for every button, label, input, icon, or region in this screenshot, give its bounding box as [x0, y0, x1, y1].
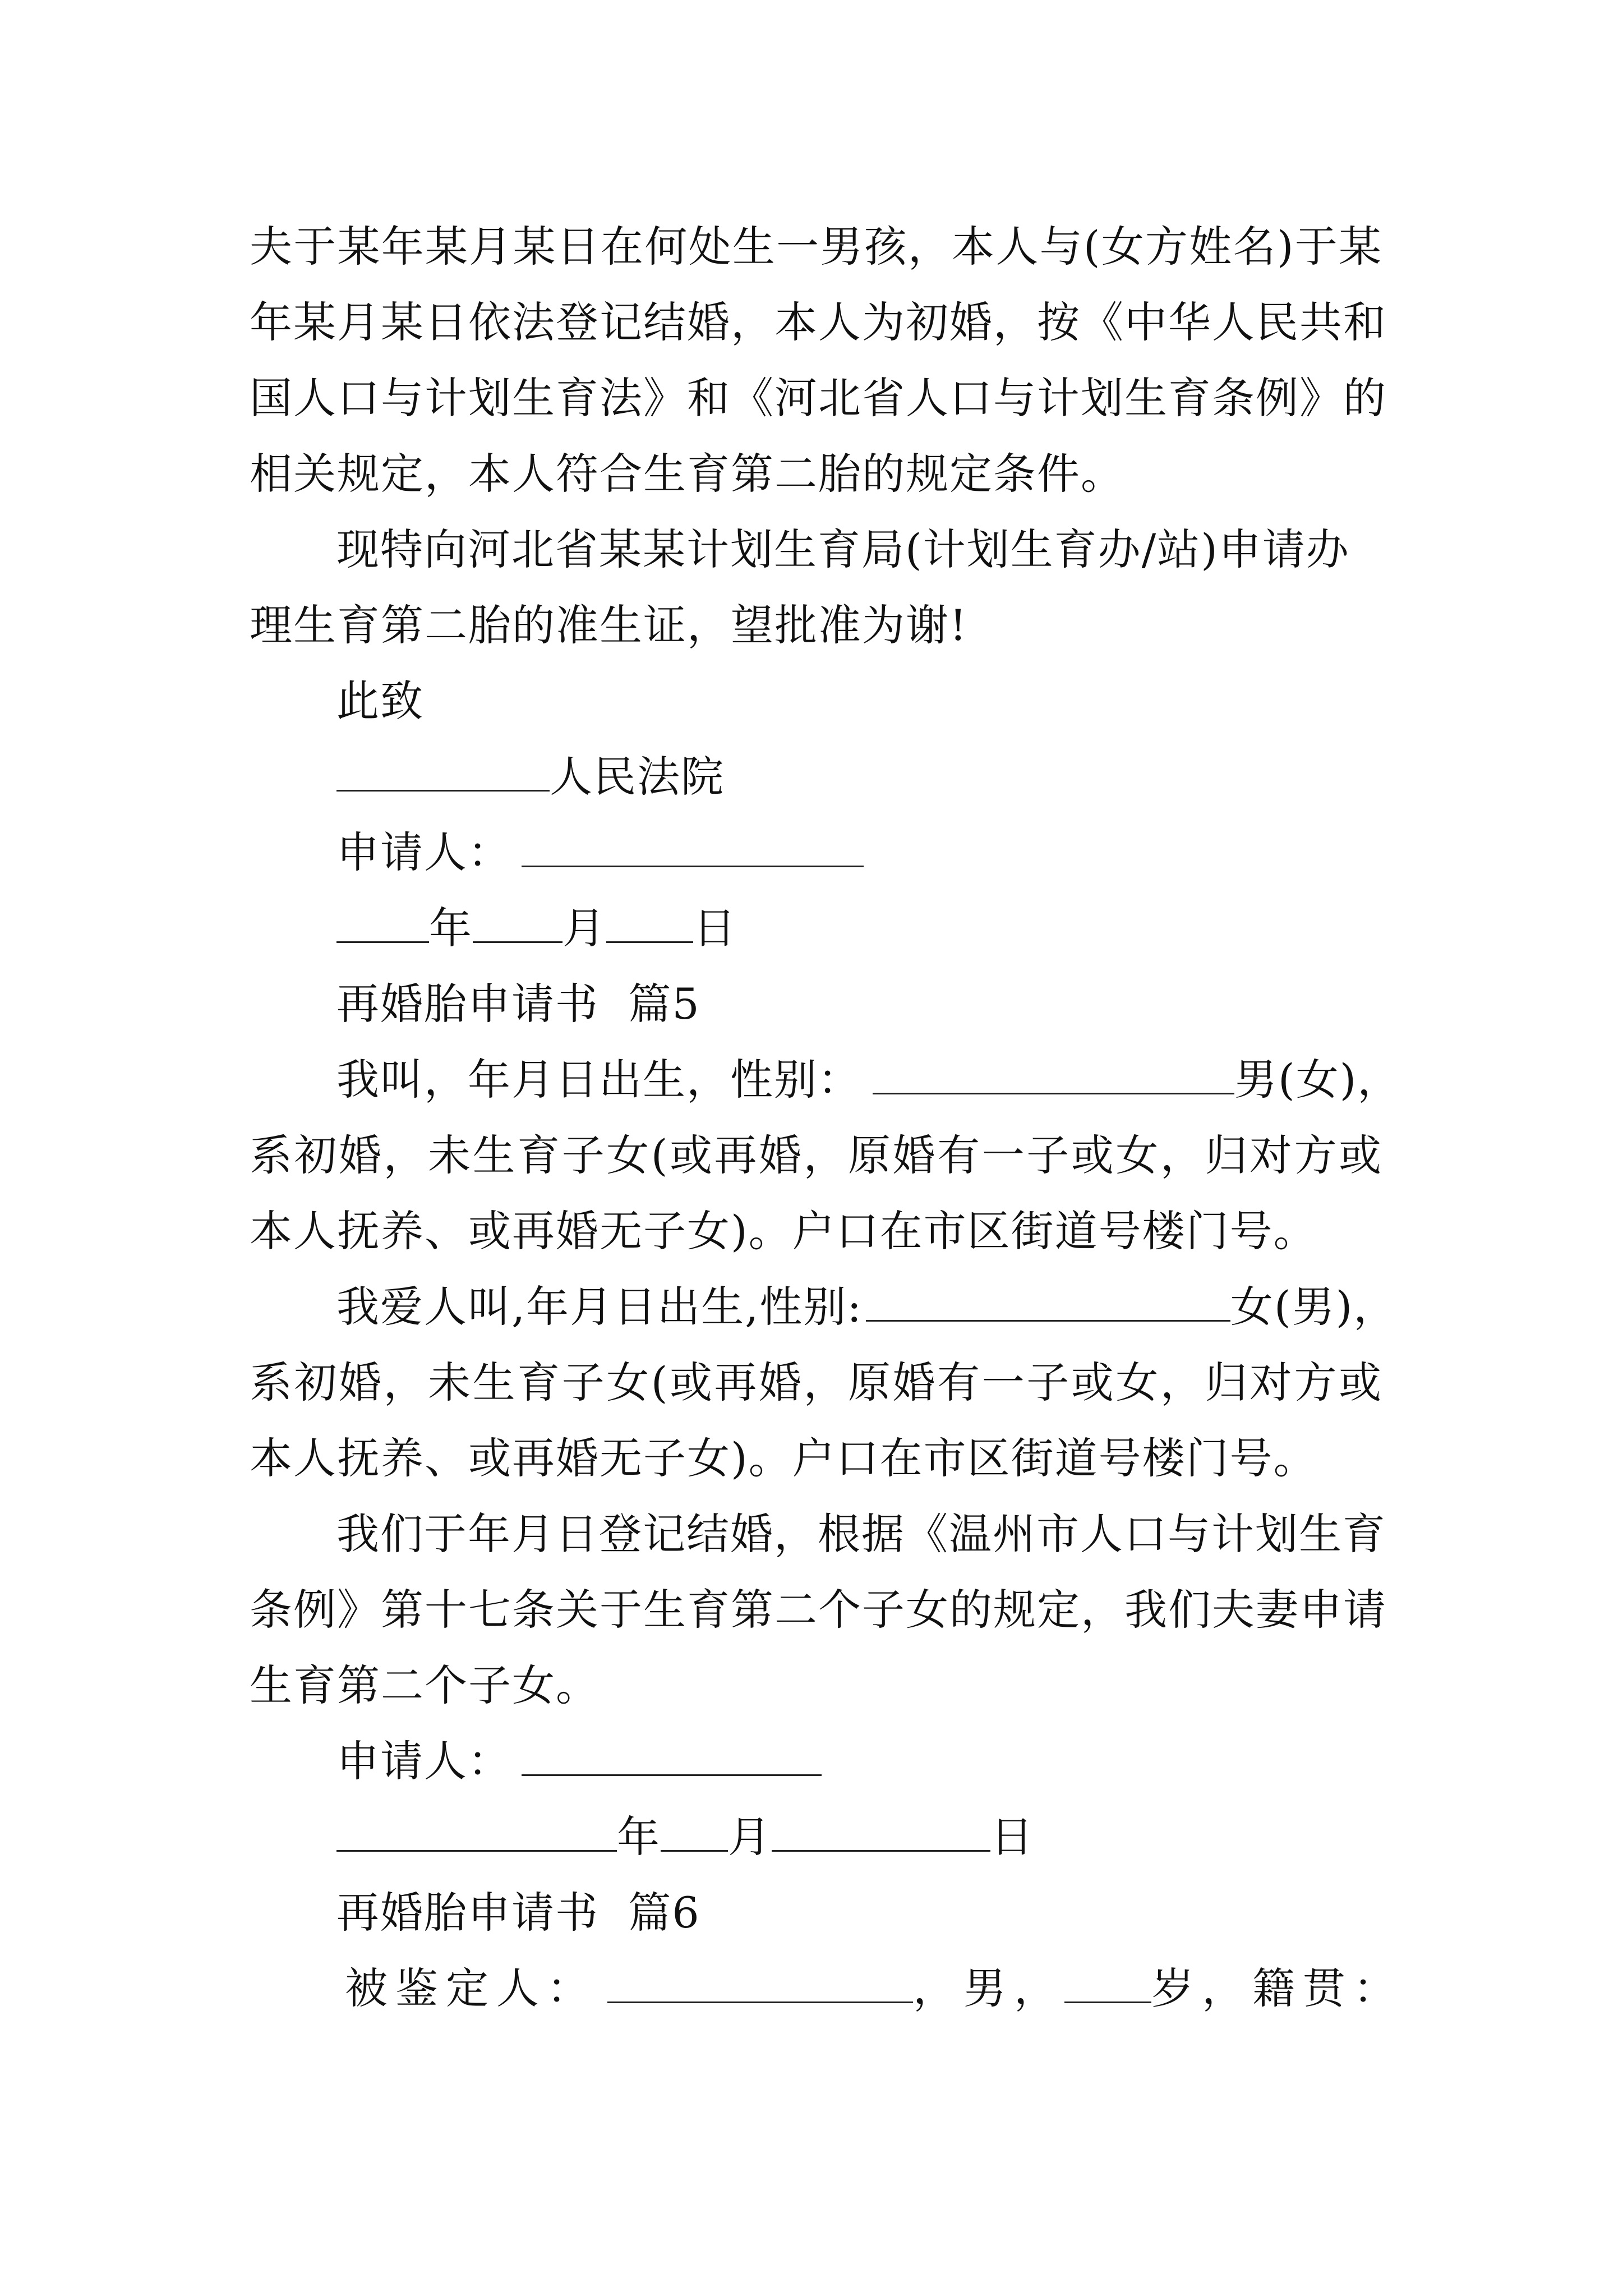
- paragraph-line: 国人口与计划生育法》和《河北省人口与计划生育条例》的: [250, 373, 1387, 423]
- paragraph-line: 现特向河北省某某计划生育局(计划生育办/站)申请办: [336, 524, 1350, 574]
- paragraph-line: 夫于某年某月某日在何处生一男孩，本人与(女方姓名)于某: [250, 222, 1382, 272]
- paragraph-line: 生育第二个子女。: [250, 1660, 600, 1710]
- self-intro-text: 我叫，年月日出生，性别：: [336, 1055, 861, 1105]
- section-title: 再婚胎申请书 篇6: [336, 1888, 700, 1938]
- recipient-line: [336, 749, 1469, 805]
- applicant-label: 申请人：: [336, 827, 511, 877]
- day-label: 日: [990, 1812, 1034, 1862]
- applicant-blank: [522, 1735, 822, 1776]
- applicant-blank: [522, 826, 864, 867]
- gender-blank: [866, 1281, 1230, 1322]
- salutation: 此致: [336, 676, 424, 726]
- gender-blank: [873, 1053, 1234, 1094]
- gender-option: 女(男)，: [1230, 1282, 1398, 1332]
- paragraph-line: 理生育第二胎的准生证，望批准为谢!: [250, 600, 968, 650]
- paragraph-line: 年某月某日依法登记结婚，本人为初婚，按《中华人民共和: [250, 297, 1387, 347]
- year-label: 年: [617, 1812, 661, 1862]
- date-line: [336, 1809, 1469, 1865]
- paragraph-line: [336, 1052, 1469, 1108]
- gender-option: 男(女)，: [1234, 1055, 1401, 1105]
- age-blank: [1064, 1962, 1151, 2003]
- month-label: 月: [728, 1812, 772, 1862]
- day-label: 日: [693, 903, 737, 953]
- applicant-line: [336, 825, 1469, 881]
- month-blank: [473, 902, 562, 943]
- appraised-person-line: [345, 1961, 1478, 2017]
- paragraph-line: 我们于年月日登记结婚，根据《温州市人口与计划生育: [336, 1509, 1386, 1559]
- year-label: 年: [429, 903, 473, 953]
- gender-text: ，男，: [913, 1963, 1064, 2013]
- applicant-line: [336, 1733, 1469, 1789]
- court-suffix: 人民法院: [550, 752, 725, 802]
- section-title: 再婚胎申请书 篇5: [336, 979, 700, 1029]
- spouse-intro-text: 我爱人叫,年月日出生,性别:: [336, 1282, 863, 1332]
- name-blank: [607, 1962, 913, 2003]
- age-origin-text: 岁，籍贯：: [1151, 1963, 1404, 2013]
- appraised-label: 被鉴定人：: [345, 1963, 597, 2013]
- paragraph-line: 本人抚养、或再婚无子女)。户口在市区街道号楼门号。: [250, 1206, 1317, 1256]
- date-line: [336, 900, 1469, 956]
- paragraph-line: 系初婚，未生育子女(或再婚，原婚有一子或女，归对方或: [250, 1358, 1382, 1407]
- day-blank: [772, 1811, 990, 1852]
- month-blank: [661, 1811, 728, 1852]
- year-blank: [336, 1811, 617, 1852]
- paragraph-line: [336, 1279, 1469, 1335]
- year-blank: [336, 902, 429, 943]
- applicant-label: 申请人：: [336, 1736, 511, 1786]
- paragraph-line: 系初婚，未生育子女(或再婚，原婚有一子或女，归对方或: [250, 1130, 1382, 1180]
- paragraph-line: 相关规定，本人符合生育第二胎的规定条件。: [250, 449, 1124, 499]
- paragraph-line: 条例》第十七条关于生育第二个子女的规定，我们夫妻申请: [250, 1585, 1387, 1635]
- paragraph-line: 本人抚养、或再婚无子女)。户口在市区街道号楼门号。: [250, 1433, 1317, 1483]
- month-label: 月: [562, 903, 606, 953]
- court-name-blank: [336, 751, 550, 792]
- day-blank: [606, 902, 693, 943]
